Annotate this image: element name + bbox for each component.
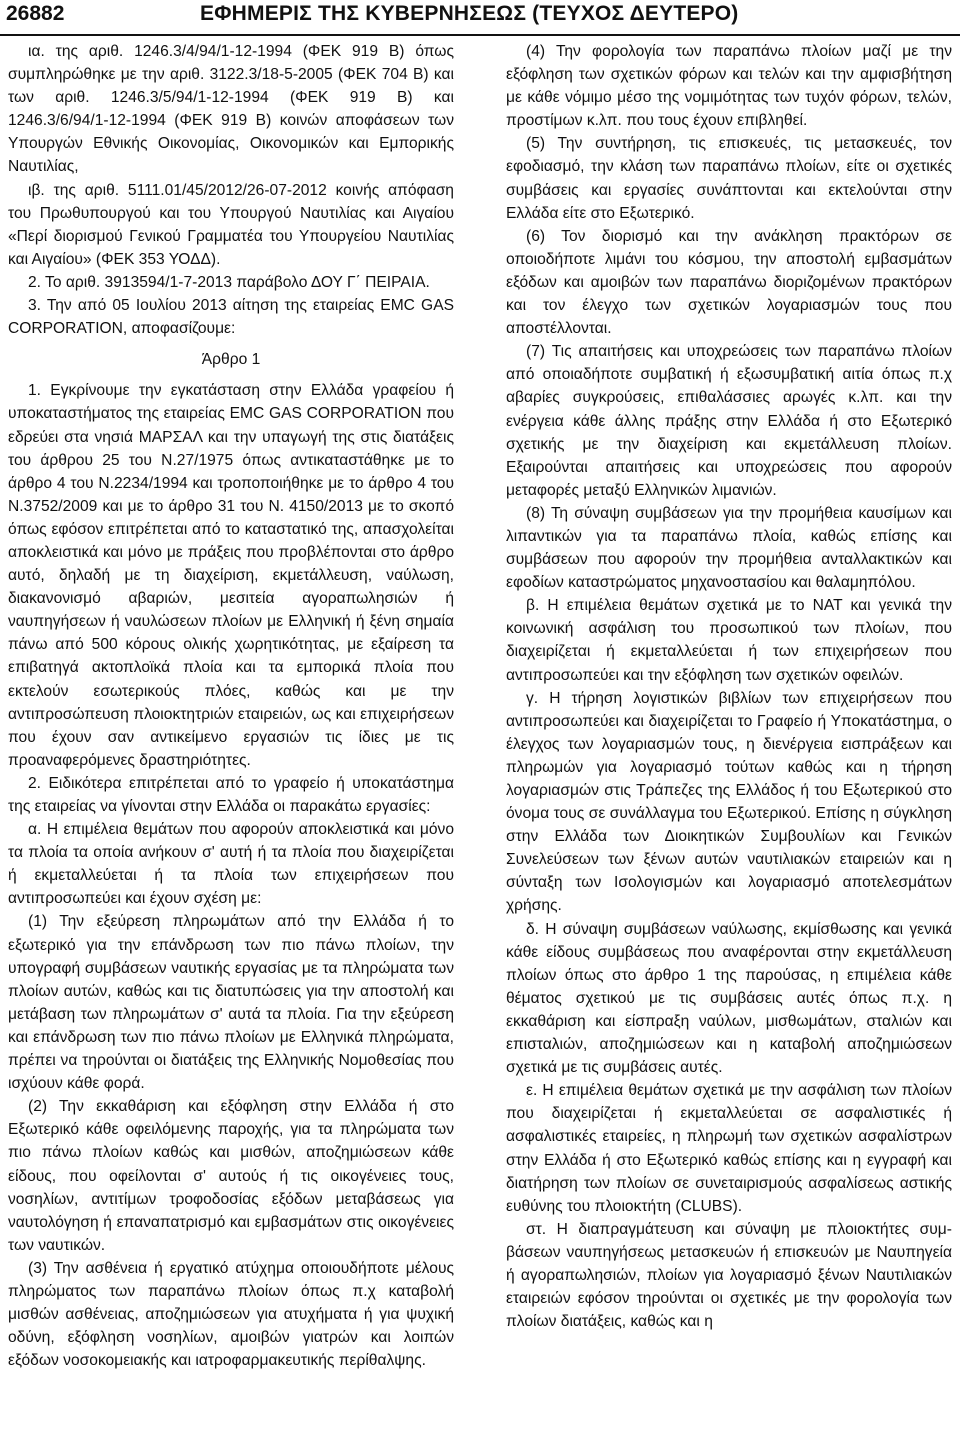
paragraph: 3. Την από 05 Ιουλίου 2013 αίτηση της εταιρείας EMC GAS CORPORATION, αποφασίζουμε: bbox=[8, 297, 454, 338]
paragraph: ια. της αριθ. 1246.3/4/94/1-12-1994 (ΦΕΚ 919 Β) όπως συμπληρώθηκε με την αριθ. 3122.3/18-5-2005 (ΦΕΚ 704 Β) και των αριθ. 1246.3/5/94/1-12-1994 (ΦΕΚ 919 Β) και 1246.3/6/94/1-12-1994 (ΦΕΚ 919 Β) κοινών αποφάσεων των Υπουργών Εθνικής Οικονομίας, Οικονομικών και Εμπορικής Ναυτιλίας, bbox=[8, 43, 454, 176]
paragraph: 2. Ειδικότερα επιτρέπεται από το γραφείο ή υποκατάστημα της εταιρείας να γίνονται στην Ελλάδα οι παρακάτω εργασίες: bbox=[8, 774, 454, 815]
paragraph: ιβ. της αριθ. 5111.01/45/2012/26-07-2012 κοινής απόφαση του Πρωθυπουργού και του Υπουργού Ναυτιλίας και Αιγαίου «Περί διορισμού Γενικού Γραμματέα του Υπουργείου Ναυτιλίας και Αιγαίου» (ΦΕΚ 353 ΥΟΔΔ). bbox=[8, 181, 454, 268]
paragraph: (3) Την ασθένεια ή εργατικό ατύχημα οποιουδήποτε μέλους πληρώματος των παραπάνω πλοίων όπως π.χ καταβολή μισθών ασθένειας, αποζημιώσεων για ατυχήματα ή για ψυχική οδύνη, εξόφληση νοσηλίων, αμοιβών γιατρών και λοιπών εξόδων νοσοκομειακής και ιατροφαρμακευτικής περίθαλψης. bbox=[8, 1259, 454, 1370]
paragraph: 1. Εγκρίνουμε την εγκατάσταση στην Ελλάδα γραφείου ή υποκαταστήματος της εταιρείας EMC GAS CORPORATION που εδρεύει στα νησιά ΜΑΡΣΑΛ και την υπαγωγή της στις διατάξεις του άρθρου 25 του Ν.27/1975 όπως αντικαταστάθηκε με το άρθρο 4 του Ν.2234/1994 και τροποποιήθηκε με το άρθρο 4 του Ν.3752/2009 και με το άρθρο 31 του Ν. 4150/2013 με το σκοπό όπως εφόσον επιτρέπεται από το καταστατικό της, απασχολείται αποκλειστικά και μόνο με πράξεις που προβλέπονται στο άρθρο αυτό, δηλαδή με τη διαχείριση, εκμετάλλευση, ναύλωση, διακανονισμό αβαριών, μεσιτεία αγοραπωλησιών ή ναυπηγήσεων ή ναυλώσεων πλοίων με Ελληνική ή ξένη σημαία πάνω από 500 κόρους ολικής χωρητικότητας, με εξαίρεση τα επιβατηγά ακτοπλοϊκά πλοία και τα εμπορικά πλοία που εκτελούν εσωτερικούς πλόες, καθώς και με την αντιπροσώπευση πλοιοκτητριών εταιρειών, ως και επιχειρήσεων που έχουν σαν αντικείμενο εργασιών τις ίδιες με τις προαναφερόμενες δραστηριότητες. bbox=[8, 382, 454, 769]
paragraph: (4) Την φορολογία των παραπάνω πλοίων μαζί με την εξόφληση των σχετικών φόρων και τελών και την αμφισβήτηση με κάθε νόμιμο μέσο της νομιμότητας των τυχόν φόρων, τελών, προστίμων κ.λπ. που τους έχουν επιβληθεί. bbox=[506, 43, 952, 130]
paragraph: (6) Τον διορισμό και την ανάκληση πρακτόρων σε οποιοδήποτε λιμάνι του κόσμου, την αποστολή εμβασμάτων εξόδων και αμοιβών των παραπάνω διοριζομένων πρακτόρων και τον έλεγχο των σχετικών λογαριασμών τους που αποστέλλονται. bbox=[506, 227, 952, 338]
paragraph: (1) Την εξεύρεση πληρωμάτων από την Ελλάδα ή το εξωτερικό για την επάνδρωση των πιο πάνω πλοίων, την υπογραφή συμβάσεων ναυτικής εργασίας με τα πληρώματα των πλοίων αυτών, καθώς και τις διατυπώσεις για την αποστολή και μετάβαση των πληρωμάτων σ' αυτά τα πλοία. Για την εξεύρεση και επάνδρωση των πιο πάνω πλοίων με Ελληνικά πληρώματα, πρέπει να τηρούνται οι διατάξεις της Ελληνικής Νομοθεσίας που ισχύουν κάθε φορά. bbox=[8, 913, 454, 1093]
paragraph: (5) Την συντήρηση, τις επισκευές, τις μετασκευές, τον εφοδιασμό, την κλάση των παραπάνω πλοίων, είτε οι σχετικές συμβάσεις και εργασίες συνάπτονται και εκτελούνται στην Ελλάδα είτε στο Εξωτερικό. bbox=[506, 135, 952, 222]
paragraph: δ. Η σύναψη συμβάσεων ναύλωσης, εκμίσθωσης και γενικά κάθε είδους συμβάσεως που αναφέρονται στην εκμετάλλευση πλοίων όπως στο άρθρο 1 της παρούσας, η επιμέλεια κάθε θέματος σχετικού με τις συμβάσεις αυτές όπως π.χ. η εκκαθάριση και είσπραξη ναύλων, μισθωμάτων, σταλιών και επισταλιών, αποζημιώσεων και η καταβολή αποζημιώσεων σχετικά με τις συμβάσεις αυτές. bbox=[506, 920, 952, 1077]
paragraph: (7) Τις απαιτήσεις και υποχρεώσεις των παραπάνω πλοίων από οποιαδήποτε συμβατική ή εξωσυμβατική αιτία όπως π.χ αβαρίες συγκρούσεις, επιθαλάσσιες αρωγές κ.λπ. και την ενέργεια κάθε άλλης πράξης στην Ελλάδα ή στο Εξωτερικό σχετικής με την διαχείριση και εκμετάλλευση πλοίων. Εξαιρούνται απαιτήσεις και υποχρεώσεις που αφορούν μεταφορές μεταξύ Ελληνικών λιμανιών. bbox=[506, 343, 952, 499]
page-number: 26882 bbox=[6, 2, 65, 25]
paragraph: (2) Την εκκαθάριση και εξόφληση στην Ελλάδα ή στο Εξωτερικό κάθε οφειλόμενης παροχής, για τα πληρώματα των πιο πάνω πλοίων καθώς και μισθών, αποζημιώσεων κάθε είδους, που οφείλονται σ' αυτούς ή τις οικογένειες τους, νοσηλίων, αντιτίμων τροφοδοσίας εξόδων μεταβάσεως για ναυτολόγηση ή επαναπατρισμό και εμβασμάτων στις οικογένειες των ναυτικών. bbox=[8, 1098, 454, 1254]
paragraph: ε. Η επιμέλεια θεμάτων σχετικά με την ασφάλιση των πλοίων που διαχειρίζεται ή εκμεταλλεύεται σε ασφαλιστικές ή ασφαλιστικές εταιρείες, η πληρωμή των σχετικών ασφαλίστρων στην Ελλάδα ή στο Εξωτερικό καθώς επίσης και η εγγραφή και διατήρηση των πλοίων σε συνεταιρισμούς ασφαλίσεως αστικής ευθύνης του πλοιοκτήτη (CLUBS). bbox=[506, 1082, 952, 1215]
paragraph: α. Η επιμέλεια θεμάτων που αφορούν αποκλειστικά και μόνο τα πλοία τα οποία ανήκουν σ' αυτή ή τα πλοία που διαχειρίζεται ή εκμεταλλεύεται ή τα πλοία των επιχειρήσεων που αντιπροσωπεύει και έχουν σχέση με: bbox=[8, 821, 454, 908]
right-column bbox=[506, 40, 952, 1333]
gazette-title: ΕΦΗΜΕΡΙΣ ΤΗΣ ΚΥΒΕΡΝΗΣΕΩΣ (ΤΕΥΧΟΣ ΔΕΥΤΕΡΟ) bbox=[200, 2, 739, 25]
paragraph: γ. Η τήρηση λογιστικών βιβλίων των επιχειρήσεων που αντιπροσωπεύει και διαχειρίζεται το Γραφείο ή Υποκατάστημα, ο έλεγχος των λογαριασμών τους, η διενέργεια εισπράξεων και πληρωμών για λογαριασμό τούτων καθώς και η τήρηση λογαριασμών στις Τράπεζες της Ελλάδος ή του Εξωτερικού στο όνομα τους σε συνάλλαγμα του Εξωτερικού. Επίσης η σύγκληση στην Ελλάδα των Διοικητικών Συμβουλίων και Γενικών Συνελεύσεων των ξένων αυτών ναυτιλιακών εταιρειών και η σύνταξη των Ισολογισμών και λογαριασμό αποτελεσμάτων χρήσης. bbox=[506, 689, 952, 915]
paragraph: 2. Το αριθ. 3913594/1-7-2013 παράβολο ΔΟΥ Γ΄ ΠΕΙΡΑΙΑ. bbox=[28, 273, 430, 291]
paragraph: (8) Τη σύναψη συμβάσεων για την προμήθεια καυσίμων και λιπαντικών για τα παραπάνω πλοία, καθώς επίσης και συμβάσεων που αφορούν την προμήθεια ανταλλακτικών και εφοδίων καταστρώματος μηχανοστασίου και θαλαμηπόλου. bbox=[506, 504, 952, 592]
left-column bbox=[8, 40, 454, 1372]
paragraph: β. Η επιμέλεια θεμάτων σχετικά με το ΝΑΤ και γενικά την κοινωνική ασφάλιση του προσωπικού των πλοίων, που διαχειρίζεται ή εκμεταλλεύεται ή των επιχειρήσεων που αντιπροσωπεύει και την εξόφληση των σχετικών οφειλών. bbox=[506, 597, 952, 684]
page-header bbox=[0, 0, 960, 36]
article-title: Άρθρο 1 bbox=[201, 351, 261, 369]
paragraph: στ. Η διαπραγμάτευση και σύναψη με πλοιοκτήτες συμβάσεων ναυπηγήσεως μετασκευών ή επισκευών με Ναυπηγεία ή αγοραπωλησιών, πλοίων για λογαριασμό ξένων Ναυτιλιακών εταιρειών εφόσον τηρούνται οι σχετικές με την φορολογία των πλοίων διατάξεις, καθώς και η bbox=[506, 1220, 952, 1331]
